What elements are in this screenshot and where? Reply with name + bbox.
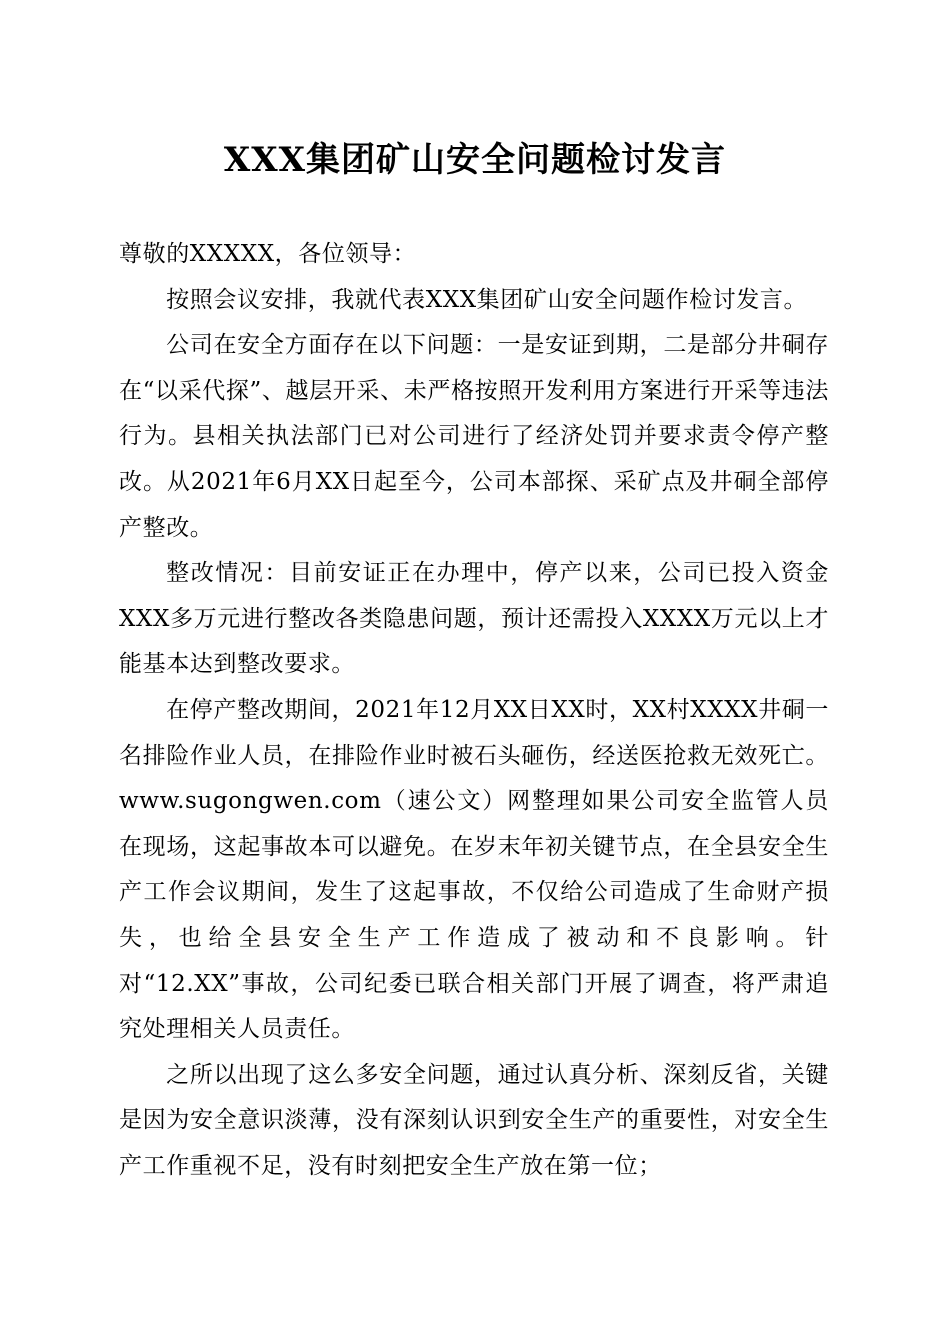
paragraph: 在停产整改期间，2021年12月XX日XX时，XX村XXXX井硐一名排险作业人员，在排险作业时被石头砸伤，经送医抢救无效死亡。www.sugongwen.com（速公文）网整理如果公司安全监管人员在现场，这起事故本可以避免。在岁末年初关键节点，在全县安全生产工作会议期间，发生了这起事故，不仅给公司造成了生命财产损失，也给全县安全生产工作造成了被动和不良影响。针对“12.XX”事故，公司纪委已联合相关部门开展了调查，将严肃追究处理相关人员责任。 <box>119 696 829 1043</box>
document-title: XXX集团矿山安全问题检讨发言 <box>223 140 727 180</box>
paragraph: 按照会议安排，我就代表XXX集团矿山安全问题作检讨发言。 <box>166 286 808 313</box>
document-body <box>119 232 829 1189</box>
salutation: 尊敬的XXXXX，各位领导： <box>119 241 417 267</box>
paragraph: 之所以出现了这么多安全问题，通过认真分析、深刻反省，关键是因为安全意识淡薄，没有深刻认识到安全生产的重要性，对安全生产工作重视不足，没有时刻把安全生产放在第一位； <box>119 1061 829 1179</box>
paragraph: 公司在安全方面存在以下问题：一是安证到期，二是部分井硐存在“以采代探”、越层开采、未严格按照开发利用方案进行开采等违法行为。县相关执法部门已对公司进行了经济处罚并要求责令停产整改。从2021年6月XX日起至今，公司本部探、采矿点及井硐全部停产整改。 <box>119 332 829 541</box>
paragraph: 整改情况：目前安证正在办理中，停产以来，公司已投入资金XXX多万元进行整改各类隐患问题，预计还需投入XXXX万元以上才能基本达到整改要求。 <box>119 560 829 678</box>
